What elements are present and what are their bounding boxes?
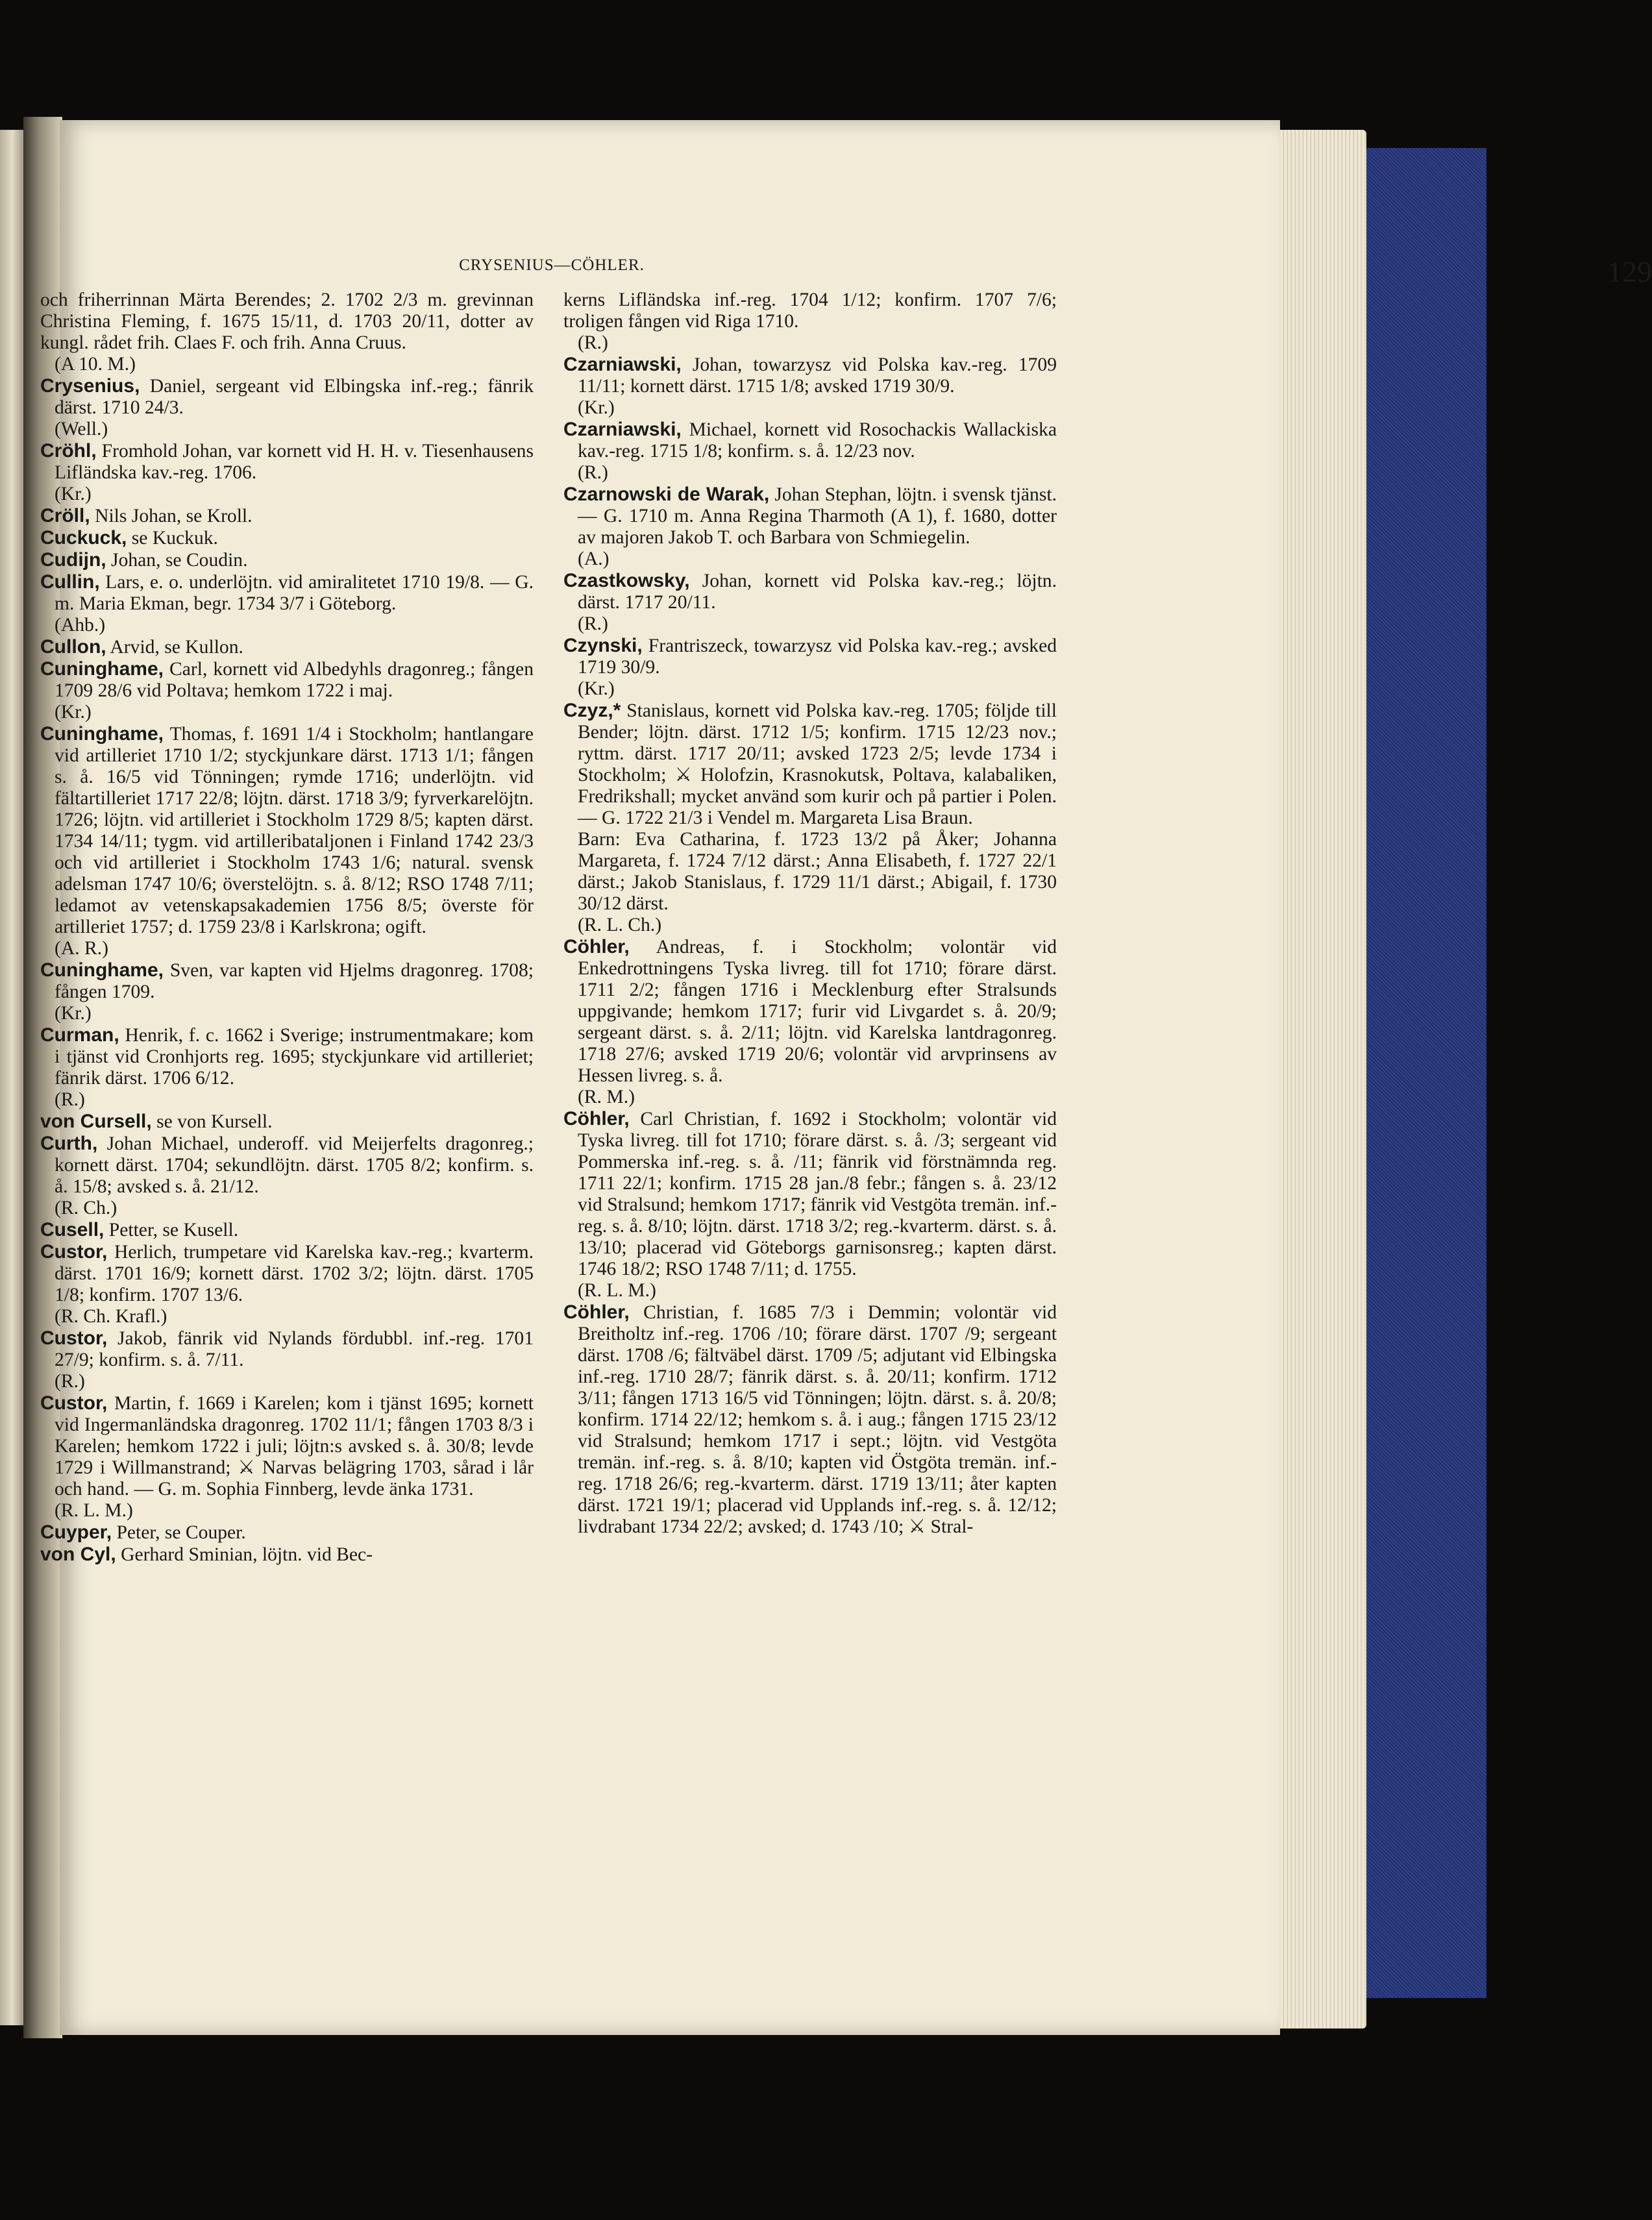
entry-headword: Cuninghame, xyxy=(40,959,164,981)
entry-text: Thomas, f. 1691 1/4 i Stockholm; hantlangare vid artilleriet 1710 1/2; styckjunkare därst. 1713 1/1; fången s. å. 16/5 vid Tönningen; rymde 1716; underlöjtn. vid fältartilleriet 1717 22/8; löjtn. därst. 1718 3/9; fyrverkarelöjtn. 1726; löjtn. vid artilleriet i Stockholm 1729 8/5; kapten därst. 1734 14/11; tygm. vid artilleribataljonen i Finland 1742 23/3 och vid artilleriet i Stockholm 1743 1/6; natural. svensk adelsman 1747 10/6; överstelöjtn. s. å. 8/12; RSO 1748 7/11; ledamot av vetenskapsakademien 1756 8/5; överste för artilleriet 1757; d. 1759 23/8 i Karlskrona; ogift. xyxy=(55,724,534,937)
entry-text: Sven, var kapten vid Hjelms dragonreg. 1708; fången 1709. xyxy=(55,960,534,1002)
entry-text: Peter, se Couper. xyxy=(112,1522,246,1543)
entry-headword: Cusell, xyxy=(40,1219,105,1240)
right-text-column xyxy=(563,290,1057,1538)
entry-headword: Cöhler, xyxy=(563,936,630,957)
dictionary-entry xyxy=(563,1108,1057,1280)
entry-headword: Curman, xyxy=(40,1024,119,1046)
entry-text: Johan, kornett vid Polska kav.-reg.; löjtn. därst. 1717 20/11. xyxy=(578,571,1057,613)
entry-source-note xyxy=(563,397,1057,419)
entry-text: (R. Ch.) xyxy=(55,1198,117,1218)
entry-text: Lars, e. o. underlöjtn. vid amiralitetet 1710 19/8. — G. m. Maria Ekman, begr. 1734 3/7 i Göteborg. xyxy=(55,572,534,614)
dictionary-entry xyxy=(563,1301,1057,1538)
entry-text: kerns Lifländska inf.-reg. 1704 1/12; konfirm. 1707 7/6; troligen fången vid Riga 1710. xyxy=(563,290,1057,332)
entry-headword: von Cyl, xyxy=(40,1544,116,1565)
entry-source-note xyxy=(563,1087,1057,1108)
entry-source-note xyxy=(40,419,534,440)
entry-text: (R.) xyxy=(578,332,608,353)
page-block-edge xyxy=(1269,130,1366,2029)
entry-text: se von Kursell. xyxy=(151,1111,273,1132)
dictionary-entry xyxy=(40,723,534,938)
dictionary-entry xyxy=(40,375,534,419)
entry-headword: Cuyper, xyxy=(40,1522,112,1543)
entry-headword: Cuckuck, xyxy=(40,527,127,549)
page-number: 129 xyxy=(1607,255,1652,288)
entry-text: (R.) xyxy=(578,613,608,634)
entry-text: (Kr.) xyxy=(578,678,615,699)
dictionary-entry xyxy=(563,635,1057,678)
dictionary-entry xyxy=(563,419,1057,462)
entry-text: Johan Michael, underoff. vid Meijerfelts dragonreg.; kornett därst. 1704; sekundlöjtn. därst. 1705 8/2; konfirm. s. å. 15/8; avsked s. å. 21/12. xyxy=(55,1133,534,1197)
dictionary-entry xyxy=(40,527,534,549)
entry-text: (Kr.) xyxy=(55,702,92,722)
entry-text: (R. Ch. Krafl.) xyxy=(55,1306,167,1327)
entry-headword: Cröll, xyxy=(40,505,90,526)
entry-text: Herlich, trumpetare vid Karelska kav.-reg.; kvarterm. därst. 1701 16/9; kornett därst. 1702 3/2; löjtn. därst. 1705 1/8; konfirm. 1707 13/6. xyxy=(55,1242,534,1305)
entry-text: (A. R.) xyxy=(55,938,109,959)
entry-headword: Custor, xyxy=(40,1327,108,1349)
entry-text: (R. L. M.) xyxy=(578,1280,656,1301)
entry-headword: von Cursell, xyxy=(40,1111,152,1132)
entry-headword: Custor, xyxy=(40,1241,108,1263)
entry-headword: Cuninghame, xyxy=(40,658,164,680)
dictionary-entry xyxy=(40,636,534,658)
dictionary-entry xyxy=(40,505,534,527)
entry-headword: Czarniawski, xyxy=(563,419,682,440)
entry-source-note xyxy=(563,462,1057,484)
entry-text: Andreas, f. i Stockholm; volontär vid Enkedrottningens Tyska livreg. till fot 1710; förare därst. 1711 2/2; fången 1716 i Mecklenburg efter Stralsunds uppgivande; hemkom 1717; furir vid Livgardet s. å. 20/9; sergeant därst. s. å. 2/11; löjtn. vid Karelska lantdragonreg. 1718 27/6; avsked 1719 20/6; volontär vid arvprinsens av Hessen livreg. s. å. xyxy=(578,937,1057,1086)
entry-source-note xyxy=(40,1089,534,1111)
entry-source-note xyxy=(40,615,534,636)
entry-headword: Custor, xyxy=(40,1392,108,1414)
entry-text: Fromhold Johan, var kornett vid H. H. v. Tiesenhausens Lifländska kav.-reg. 1706. xyxy=(55,441,534,483)
entry-source-note xyxy=(563,332,1057,354)
entry-source-note xyxy=(563,915,1057,936)
entry-text: Carl Christian, f. 1692 i Stockholm; volontär vid Tyska livreg. till fot 1710; förare därst. s. å. /3; sergeant vid Pommerska inf.-reg. s. å. /11; fänrik vid förstnämnda reg. 1711 22/1; konfirm. 1715 28 jan./8 febr.; fången s. å. 23/12 vid Stralsund; hemkom 1717; fänrik vid Vestgöta tremän. inf.-reg. s. å. 8/10; löjtn. därst. 1718 3/2; reg.-kvarterm. därst. s. å. 13/10; placerad vid Göteborgs garnisonsreg.; kapten därst. 1746 18/2; RSO 1748 7/11; d. 1755. xyxy=(578,1109,1057,1279)
entry-source-note xyxy=(563,1280,1057,1301)
entry-source-note xyxy=(40,1306,534,1327)
dictionary-entry xyxy=(40,1133,534,1198)
dictionary-entry xyxy=(563,570,1057,613)
entry-text: (R.) xyxy=(578,462,608,483)
entry-text: Frantriszeck, towarzysz vid Polska kav.-reg.; avsked 1719 30/9. xyxy=(578,635,1057,678)
entry-source-note xyxy=(40,1500,534,1522)
entry-text: (Kr.) xyxy=(55,1003,92,1024)
entry-headword: Cöhler, xyxy=(563,1108,630,1129)
entry-text: Barn: Eva Catharina, f. 1723 13/2 på Åker; Johanna Margareta, f. 1724 7/12 därst.; Anna Elisabeth, f. 1727 22/1 därst.; Jakob Stanislaus, f. 1729 11/1 därst.; Abigail, f. 1730 30/12 därst. xyxy=(578,829,1057,914)
entry-text: Nils Johan, se Kroll. xyxy=(90,506,253,526)
dictionary-entry xyxy=(40,1219,534,1241)
entry-headword: Curth, xyxy=(40,1133,98,1154)
entry-source-note xyxy=(563,549,1057,570)
entry-headword: Czynski, xyxy=(563,635,643,656)
entry-continuation xyxy=(40,290,534,354)
entry-source-note xyxy=(40,702,534,723)
entry-headword: Cuninghame, xyxy=(40,723,164,745)
entry-text: Johan, se Coudin. xyxy=(106,550,248,571)
entry-source-note xyxy=(40,938,534,959)
entry-source-note xyxy=(563,613,1057,635)
entry-text: (R. L. M.) xyxy=(55,1500,133,1521)
dictionary-entry xyxy=(563,700,1057,829)
entry-source-note xyxy=(563,678,1057,700)
dictionary-entry xyxy=(40,959,534,1003)
entry-headword: Czarniawski, xyxy=(563,354,682,375)
entry-text: Michael, kornett vid Rosochackis Wallackiska kav.-reg. 1715 1/8; konfirm. s. å. 12/23 nov. xyxy=(578,419,1057,462)
dictionary-entry xyxy=(563,484,1057,549)
dictionary-entry xyxy=(563,936,1057,1087)
dictionary-entry xyxy=(40,658,534,702)
entry-headword: Czyz,* xyxy=(563,700,621,721)
dictionary-entry xyxy=(40,1241,534,1306)
entry-headword: Cudijn, xyxy=(40,549,106,571)
entry-headword: Czastkowsky, xyxy=(563,570,690,591)
entry-source-note xyxy=(40,484,534,505)
entry-continuation xyxy=(563,290,1057,332)
entry-text: Petter, se Kusell. xyxy=(104,1220,239,1240)
entry-text: och friherrinnan Märta Berendes; 2. 1702 2/3 m. grevinnan Christina Fleming, f. 1675 15/11, d. 1703 20/11, dotter av kungl. rådet frih. Claes F. och frih. Anna Cruus. xyxy=(40,290,534,353)
entry-text: (Kr.) xyxy=(578,397,615,418)
dictionary-entry xyxy=(40,1327,534,1371)
entry-text: (R.) xyxy=(55,1089,85,1110)
entry-text: (Kr.) xyxy=(55,484,92,504)
entry-text: Arvid, se Kullon. xyxy=(106,637,243,658)
dictionary-entry xyxy=(40,571,534,615)
entry-headword: Crysenius, xyxy=(40,375,140,397)
dictionary-entry xyxy=(40,1522,534,1544)
entry-text: Gerhard Sminian, löjtn. vid Bec- xyxy=(116,1544,373,1565)
entry-text: Jakob, fänrik vid Nylands fördubbl. inf.-reg. 1701 27/9; konfirm. s. å. 7/11. xyxy=(55,1328,534,1370)
entry-text: (Ahb.) xyxy=(55,615,106,635)
entry-text: Stanislaus, kornett vid Polska kav.-reg. 1705; följde till Bender; löjtn. därst. 1712 1/5; konfirm. 1715 12/23 nov.; ryttm. därst. 1717 20/11; avsked 1723 2/5; levde 1734 i Stockholm; ⚔ Holofzin, Krasnokutsk, Poltava, kalabaliken, Fredrikshall; mycket använd som kurir och på partier i Polen. — G. 1722 21/3 i Vendel m. Margareta Lisa Braun. xyxy=(578,700,1057,828)
running-head: CRYSENIUS—CÖHLER. xyxy=(459,256,645,274)
entry-text: Johan, towarzysz vid Polska kav.-reg. 1709 11/11; kornett därst. 1715 1/8; avsked 1719 30/9. xyxy=(578,354,1057,397)
entry-text: (R. L. Ch.) xyxy=(578,915,662,935)
entry-headword: Cullin, xyxy=(40,571,100,593)
left-text-column xyxy=(40,290,534,1566)
entry-source-note xyxy=(40,1003,534,1024)
entry-source-note xyxy=(40,1198,534,1219)
entry-text: Johan Stephan, löjtn. i svensk tjänst. — G. 1710 m. Anna Regina Tharmoth (A 1), f. 1680, dotter av majoren Jakob T. och Barbara von Schmiegelin. xyxy=(578,484,1057,548)
dictionary-entry xyxy=(40,549,534,571)
entry-headword: Cullon, xyxy=(40,636,106,658)
entry-source-note xyxy=(40,354,534,375)
entry-text: Martin, f. 1669 i Karelen; kom i tjänst 1695; kornett vid Ingermanländska dragonreg. 1702 11/1; fången 1703 8/3 i Karelen; hemkom 1722 i juli; löjtn:s avsked s. å. 30/8; levde 1729 i Willmanstrand; ⚔ Narvas belägring 1703, sårad i lår och hand. — G. m. Sophia Finnberg, levde änka 1731. xyxy=(55,1393,534,1499)
entry-source-note xyxy=(563,829,1057,915)
dictionary-entry xyxy=(40,1544,534,1566)
dictionary-entry xyxy=(40,1392,534,1500)
entry-text: Christian, f. 1685 7/3 i Demmin; volontär vid Breitholtz inf.-reg. 1706 /10; förare därst. 1707 /9; sergeant därst. 1708 /6; fältväbel därst. 1709 /5; adjutant vid Elbingska inf.-reg. 1710 28/7; fänrik därst. s. å. 20/11; konfirm. 1712 3/11; fången 1713 16/5 vid Tönningen; löjtn. därst. s. å. 20/8; konfirm. 1714 22/12; hemkom s. å. i aug.; fången 1715 23/12 vid Stralsund; hemkom 1717 i sept.; löjtn. vid Vestgöta tremän. inf.-reg. s. å. 8/10; kapten vid Östgöta tremän. inf.-reg. 1718 26/6; reg.-kvarterm. därst. 1719 13/11; åter kapten därst. 1721 19/1; placerad vid Upplands inf.-reg. s. å. 12/12; livdrabant 1734 22/2; avsked; d. 1743 /10; ⚔ Stral- xyxy=(578,1302,1057,1537)
entry-text: (R.) xyxy=(55,1371,85,1392)
dictionary-entry xyxy=(40,440,534,484)
entry-text: Carl, kornett vid Albedyhls dragonreg.; fången 1709 28/6 vid Poltava; hemkom 1722 i maj. xyxy=(55,659,534,701)
entry-headword: Cöhler, xyxy=(563,1301,630,1323)
entry-text: (A.) xyxy=(578,549,610,569)
entry-source-note xyxy=(40,1371,534,1392)
entry-headword: Cröhl, xyxy=(40,440,97,462)
entry-text: (R. M.) xyxy=(578,1087,635,1107)
entry-text: Daniel, sergeant vid Elbingska inf.-reg.; fänrik därst. 1710 24/3. xyxy=(55,376,534,418)
dictionary-entry xyxy=(40,1111,534,1133)
dictionary-entry xyxy=(40,1024,534,1089)
entry-headword: Czarnowski de Warak, xyxy=(563,484,770,505)
entry-text: (Well.) xyxy=(55,419,108,439)
dictionary-entry xyxy=(563,354,1057,397)
entry-text: se Kuckuk. xyxy=(127,528,218,549)
entry-text: Henrik, f. c. 1662 i Sverige; instrumentmakare; kom i tjänst vid Cronhjorts reg. 1695; styckjunkare vid artilleriet; fänrik därst. 1706 6/12. xyxy=(55,1025,534,1089)
entry-text: (A 10. M.) xyxy=(55,354,136,375)
